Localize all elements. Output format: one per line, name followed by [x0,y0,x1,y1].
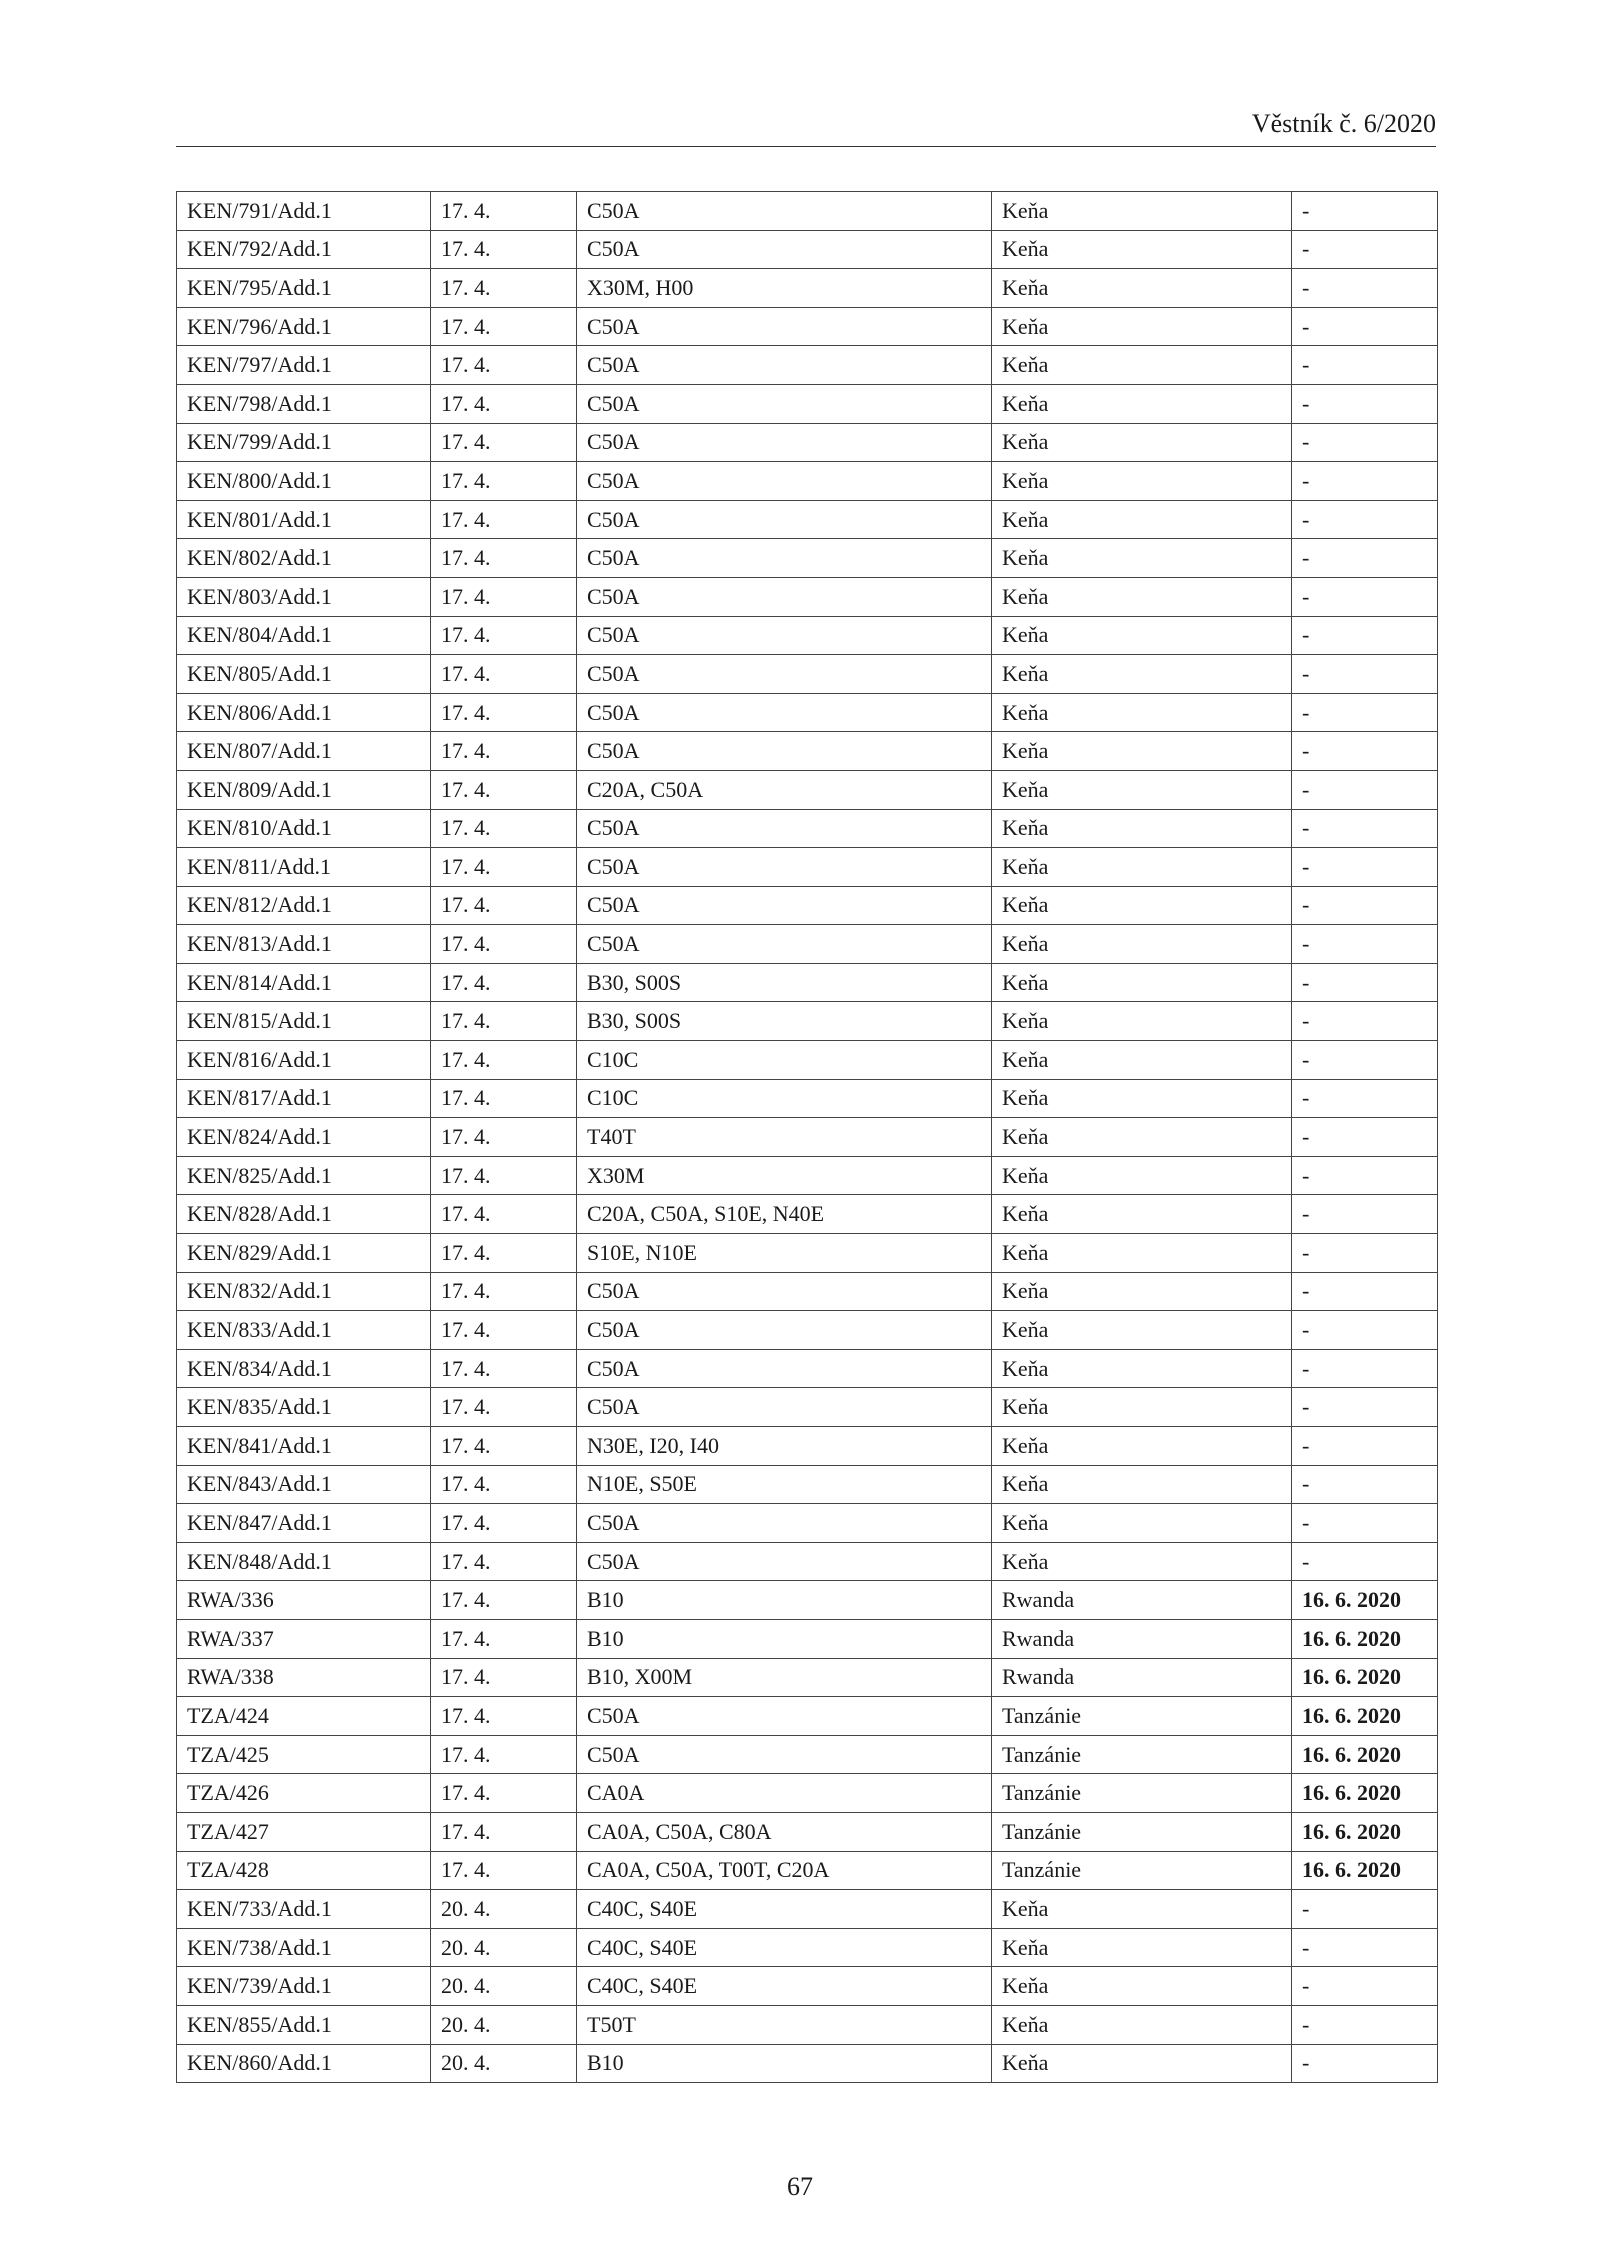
date-cell: 17. 4. [431,384,577,423]
code-cell: C50A [577,732,992,771]
table-row [177,1619,1438,1658]
country-cell: Keňa [992,1311,1292,1350]
document-number-cell: TZA/424 [177,1697,431,1736]
deadline-cell: - [1292,1002,1438,1041]
deadline-cell: 16. 6. 2020 [1292,1851,1438,1890]
country-cell: Keňa [992,809,1292,848]
deadline-cell: - [1292,655,1438,694]
country-cell: Keňa [992,616,1292,655]
date-cell: 17. 4. [431,1542,577,1581]
code-cell: C10C [577,1079,992,1118]
document-number-cell: TZA/425 [177,1735,431,1774]
document-number-cell: KEN/855/Add.1 [177,2005,431,2044]
deadline-cell: - [1292,1041,1438,1080]
country-cell: Keňa [992,886,1292,925]
deadline-cell: - [1292,307,1438,346]
country-cell: Rwanda [992,1619,1292,1658]
deadline-cell: - [1292,192,1438,231]
date-cell: 17. 4. [431,539,577,578]
table-row [177,539,1438,578]
deadline-cell: - [1292,1388,1438,1427]
table-row [177,963,1438,1002]
country-cell: Keňa [992,1465,1292,1504]
country-cell: Keňa [992,1542,1292,1581]
country-cell: Keňa [992,770,1292,809]
code-cell: C50A [577,655,992,694]
document-number-cell: KEN/809/Add.1 [177,770,431,809]
date-cell: 17. 4. [431,1581,577,1620]
date-cell: 17. 4. [431,809,577,848]
table-row [177,1890,1438,1929]
country-cell: Keňa [992,1234,1292,1273]
table-row [177,1041,1438,1080]
code-cell: C50A [577,423,992,462]
code-cell: C50A [577,1504,992,1543]
table-row [177,269,1438,308]
deadline-cell: - [1292,2005,1438,2044]
table-row [177,307,1438,346]
document-number-cell: KEN/832/Add.1 [177,1272,431,1311]
document-number-cell: KEN/792/Add.1 [177,230,431,269]
table-row [177,500,1438,539]
date-cell: 20. 4. [431,1928,577,1967]
code-cell: C50A [577,346,992,385]
document-number-cell: KEN/812/Add.1 [177,886,431,925]
code-cell: C50A [577,1735,992,1774]
code-cell: N30E, I20, I40 [577,1427,992,1466]
document-number-cell: KEN/828/Add.1 [177,1195,431,1234]
country-cell: Keňa [992,732,1292,771]
country-cell: Rwanda [992,1658,1292,1697]
table-row [177,2005,1438,2044]
date-cell: 17. 4. [431,462,577,501]
code-cell: B30, S00S [577,1002,992,1041]
table-row [177,693,1438,732]
country-cell: Keňa [992,539,1292,578]
document-number-cell: KEN/738/Add.1 [177,1928,431,1967]
date-cell: 17. 4. [431,1041,577,1080]
date-cell: 17. 4. [431,1697,577,1736]
table-row [177,230,1438,269]
country-cell: Keňa [992,693,1292,732]
document-number-cell: KEN/848/Add.1 [177,1542,431,1581]
date-cell: 17. 4. [431,1504,577,1543]
deadline-cell: - [1292,616,1438,655]
table-row [177,1465,1438,1504]
date-cell: 17. 4. [431,1812,577,1851]
code-cell: C40C, S40E [577,1890,992,1929]
code-cell: C50A [577,462,992,501]
code-cell: C50A [577,848,992,887]
table-row [177,1272,1438,1311]
table-row [177,1118,1438,1157]
date-cell: 17. 4. [431,886,577,925]
deadline-cell: - [1292,963,1438,1002]
table-row [177,346,1438,385]
deadline-cell: - [1292,1234,1438,1273]
document-number-cell: KEN/798/Add.1 [177,384,431,423]
document-number-cell: KEN/795/Add.1 [177,269,431,308]
country-cell: Keňa [992,1002,1292,1041]
document-number-cell: TZA/427 [177,1812,431,1851]
country-cell: Keňa [992,1195,1292,1234]
country-cell: Keňa [992,1967,1292,2006]
country-cell: Keňa [992,963,1292,1002]
code-cell: C50A [577,809,992,848]
table-row [177,1851,1438,1890]
document-number-cell: KEN/803/Add.1 [177,577,431,616]
code-cell: C50A [577,693,992,732]
deadline-cell: - [1292,346,1438,385]
code-cell: C40C, S40E [577,1928,992,1967]
deadline-cell: - [1292,423,1438,462]
table-row [177,1156,1438,1195]
document-number-cell: KEN/802/Add.1 [177,539,431,578]
table-row [177,1542,1438,1581]
document-number-cell: KEN/824/Add.1 [177,1118,431,1157]
country-cell: Rwanda [992,1581,1292,1620]
table-row [177,1195,1438,1234]
document-number-cell: KEN/800/Add.1 [177,462,431,501]
bulletin-title: Věstník č. 6/2020 [1251,109,1436,138]
document-number-cell: RWA/336 [177,1581,431,1620]
date-cell: 17. 4. [431,307,577,346]
document-number-cell: KEN/806/Add.1 [177,693,431,732]
table-row [177,1079,1438,1118]
document-number-cell: KEN/817/Add.1 [177,1079,431,1118]
country-cell: Keňa [992,2044,1292,2083]
code-cell: B10, X00M [577,1658,992,1697]
date-cell: 20. 4. [431,2005,577,2044]
deadline-cell: - [1292,1427,1438,1466]
code-cell: C50A [577,384,992,423]
deadline-cell: - [1292,1504,1438,1543]
document-number-cell: KEN/815/Add.1 [177,1002,431,1041]
date-cell: 17. 4. [431,1388,577,1427]
table-row [177,1504,1438,1543]
country-cell: Keňa [992,655,1292,694]
deadline-cell: - [1292,848,1438,887]
date-cell: 17. 4. [431,925,577,964]
code-cell: C50A [577,192,992,231]
document-number-cell: TZA/426 [177,1774,431,1813]
page-number: 67 [787,2172,813,2201]
date-cell: 17. 4. [431,1851,577,1890]
code-cell: C50A [577,230,992,269]
table-row [177,1928,1438,1967]
country-cell: Keňa [992,1427,1292,1466]
document-number-cell: KEN/811/Add.1 [177,848,431,887]
date-cell: 17. 4. [431,269,577,308]
deadline-cell: 16. 6. 2020 [1292,1774,1438,1813]
country-cell: Keňa [992,848,1292,887]
code-cell: C50A [577,1272,992,1311]
code-cell: C50A [577,886,992,925]
date-cell: 17. 4. [431,1002,577,1041]
country-cell: Tanzánie [992,1735,1292,1774]
country-cell: Keňa [992,1890,1292,1929]
deadline-cell: - [1292,1890,1438,1929]
code-cell: T40T [577,1118,992,1157]
deadline-cell: - [1292,1195,1438,1234]
country-cell: Tanzánie [992,1697,1292,1736]
deadline-cell: 16. 6. 2020 [1292,1812,1438,1851]
deadline-cell: - [1292,462,1438,501]
country-cell: Keňa [992,462,1292,501]
date-cell: 17. 4. [431,655,577,694]
table-row [177,1427,1438,1466]
code-cell: B10 [577,1619,992,1658]
table-row [177,1697,1438,1736]
deadline-cell: - [1292,539,1438,578]
deadline-cell: - [1292,1542,1438,1581]
table-row [177,1735,1438,1774]
table-row [177,616,1438,655]
code-cell: S10E, N10E [577,1234,992,1273]
document-number-cell: KEN/833/Add.1 [177,1311,431,1350]
table-row [177,384,1438,423]
code-cell: X30M [577,1156,992,1195]
code-cell: C10C [577,1041,992,1080]
table-row [177,462,1438,501]
deadline-cell: 16. 6. 2020 [1292,1581,1438,1620]
code-cell: C40C, S40E [577,1967,992,2006]
deadline-cell: - [1292,1928,1438,1967]
country-cell: Keňa [992,384,1292,423]
deadline-cell: - [1292,577,1438,616]
deadline-cell: - [1292,384,1438,423]
document-number-cell: KEN/805/Add.1 [177,655,431,694]
table-row [177,1234,1438,1273]
document-number-cell: KEN/739/Add.1 [177,1967,431,2006]
code-cell: B30, S00S [577,963,992,1002]
document-number-cell: KEN/860/Add.1 [177,2044,431,2083]
date-cell: 17. 4. [431,1465,577,1504]
country-cell: Keňa [992,1118,1292,1157]
code-cell: C50A [577,307,992,346]
document-number-cell: KEN/813/Add.1 [177,925,431,964]
date-cell: 17. 4. [431,1619,577,1658]
deadline-cell: - [1292,2044,1438,2083]
date-cell: 20. 4. [431,1967,577,2006]
country-cell: Keňa [992,2005,1292,2044]
date-cell: 17. 4. [431,1272,577,1311]
deadline-cell: - [1292,1311,1438,1350]
country-cell: Keňa [992,230,1292,269]
deadline-cell: - [1292,925,1438,964]
country-cell: Keňa [992,192,1292,231]
country-cell: Keňa [992,500,1292,539]
deadline-cell: - [1292,269,1438,308]
country-cell: Keňa [992,1156,1292,1195]
date-cell: 17. 4. [431,1658,577,1697]
code-cell: C20A, C50A [577,770,992,809]
country-cell: Keňa [992,1272,1292,1311]
deadline-cell: 16. 6. 2020 [1292,1619,1438,1658]
country-cell: Tanzánie [992,1851,1292,1890]
country-cell: Tanzánie [992,1774,1292,1813]
country-cell: Keňa [992,1041,1292,1080]
country-cell: Keňa [992,925,1292,964]
table-row [177,886,1438,925]
document-number-cell: KEN/816/Add.1 [177,1041,431,1080]
country-cell: Tanzánie [992,1812,1292,1851]
document-number-cell: TZA/428 [177,1851,431,1890]
country-cell: Keňa [992,1079,1292,1118]
document-number-cell: KEN/841/Add.1 [177,1427,431,1466]
table-row [177,192,1438,231]
date-cell: 17. 4. [431,1311,577,1350]
date-cell: 17. 4. [431,1195,577,1234]
deadline-cell: - [1292,500,1438,539]
country-cell: Keňa [992,423,1292,462]
country-cell: Keňa [992,1928,1292,1967]
deadline-cell: - [1292,693,1438,732]
code-cell: C50A [577,925,992,964]
document-number-cell: KEN/847/Add.1 [177,1504,431,1543]
deadline-cell: - [1292,1156,1438,1195]
deadline-cell: 16. 6. 2020 [1292,1658,1438,1697]
date-cell: 17. 4. [431,423,577,462]
date-cell: 17. 4. [431,1156,577,1195]
code-cell: T50T [577,2005,992,2044]
table-row [177,1812,1438,1851]
document-number-cell: KEN/829/Add.1 [177,1234,431,1273]
table-row [177,1311,1438,1350]
document-number-cell: KEN/797/Add.1 [177,346,431,385]
deadline-cell: - [1292,1465,1438,1504]
code-cell: C50A [577,1388,992,1427]
table-row [177,770,1438,809]
table-row [177,848,1438,887]
date-cell: 17. 4. [431,848,577,887]
deadline-cell: - [1292,732,1438,771]
date-cell: 17. 4. [431,1774,577,1813]
document-number-cell: RWA/338 [177,1658,431,1697]
date-cell: 17. 4. [431,1427,577,1466]
table-row [177,809,1438,848]
table-row [177,732,1438,771]
code-cell: B10 [577,1581,992,1620]
code-cell: CA0A, C50A, T00T, C20A [577,1851,992,1890]
table-row [177,2044,1438,2083]
code-cell: C50A [577,1311,992,1350]
code-cell: C50A [577,1697,992,1736]
country-cell: Keňa [992,1349,1292,1388]
country-cell: Keňa [992,307,1292,346]
code-cell: X30M, H00 [577,269,992,308]
table-row [177,1349,1438,1388]
document-number-cell: KEN/791/Add.1 [177,192,431,231]
document-number-cell: KEN/796/Add.1 [177,307,431,346]
country-cell: Keňa [992,346,1292,385]
date-cell: 17. 4. [431,192,577,231]
deadline-cell: - [1292,1272,1438,1311]
country-cell: Keňa [992,269,1292,308]
date-cell: 17. 4. [431,1234,577,1273]
table-row [177,577,1438,616]
document-number-cell: KEN/814/Add.1 [177,963,431,1002]
code-cell: C20A, C50A, S10E, N40E [577,1195,992,1234]
country-cell: Keňa [992,1388,1292,1427]
deadline-cell: - [1292,809,1438,848]
code-cell: CA0A [577,1774,992,1813]
country-cell: Keňa [992,1504,1292,1543]
date-cell: 20. 4. [431,2044,577,2083]
document-number-cell: RWA/337 [177,1619,431,1658]
table-row [177,655,1438,694]
table-row [177,1967,1438,2006]
date-cell: 20. 4. [431,1890,577,1929]
code-cell: N10E, S50E [577,1465,992,1504]
date-cell: 17. 4. [431,1735,577,1774]
date-cell: 17. 4. [431,500,577,539]
date-cell: 17. 4. [431,732,577,771]
country-cell: Keňa [992,577,1292,616]
date-cell: 17. 4. [431,1349,577,1388]
document-number-cell: KEN/835/Add.1 [177,1388,431,1427]
deadline-cell: - [1292,1079,1438,1118]
date-cell: 17. 4. [431,577,577,616]
table-row [177,1774,1438,1813]
code-cell: B10 [577,2044,992,2083]
deadline-cell: - [1292,1967,1438,2006]
code-cell: C50A [577,616,992,655]
table-body [177,192,1438,2083]
page-header [176,110,1436,147]
date-cell: 17. 4. [431,693,577,732]
document-number-cell: KEN/834/Add.1 [177,1349,431,1388]
table-row [177,1658,1438,1697]
date-cell: 17. 4. [431,230,577,269]
table-row [177,925,1438,964]
deadline-cell: 16. 6. 2020 [1292,1697,1438,1736]
date-cell: 17. 4. [431,963,577,1002]
notification-table [176,191,1438,2083]
date-cell: 17. 4. [431,1118,577,1157]
table-row [177,1581,1438,1620]
document-number-cell: KEN/807/Add.1 [177,732,431,771]
document-number-cell: KEN/810/Add.1 [177,809,431,848]
document-number-cell: KEN/804/Add.1 [177,616,431,655]
code-cell: C50A [577,1349,992,1388]
code-cell: C50A [577,1542,992,1581]
deadline-cell: - [1292,1118,1438,1157]
deadline-cell: - [1292,886,1438,925]
date-cell: 17. 4. [431,770,577,809]
document-number-cell: KEN/843/Add.1 [177,1465,431,1504]
document-number-cell: KEN/825/Add.1 [177,1156,431,1195]
deadline-cell: - [1292,1349,1438,1388]
document-number-cell: KEN/733/Add.1 [177,1890,431,1929]
table-row [177,423,1438,462]
code-cell: C50A [577,577,992,616]
table-row [177,1002,1438,1041]
code-cell: CA0A, C50A, C80A [577,1812,992,1851]
date-cell: 17. 4. [431,1079,577,1118]
code-cell: C50A [577,500,992,539]
code-cell: C50A [577,539,992,578]
deadline-cell: - [1292,770,1438,809]
document-number-cell: KEN/801/Add.1 [177,500,431,539]
document-number-cell: KEN/799/Add.1 [177,423,431,462]
date-cell: 17. 4. [431,616,577,655]
table-row [177,1388,1438,1427]
deadline-cell: 16. 6. 2020 [1292,1735,1438,1774]
deadline-cell: - [1292,230,1438,269]
date-cell: 17. 4. [431,346,577,385]
